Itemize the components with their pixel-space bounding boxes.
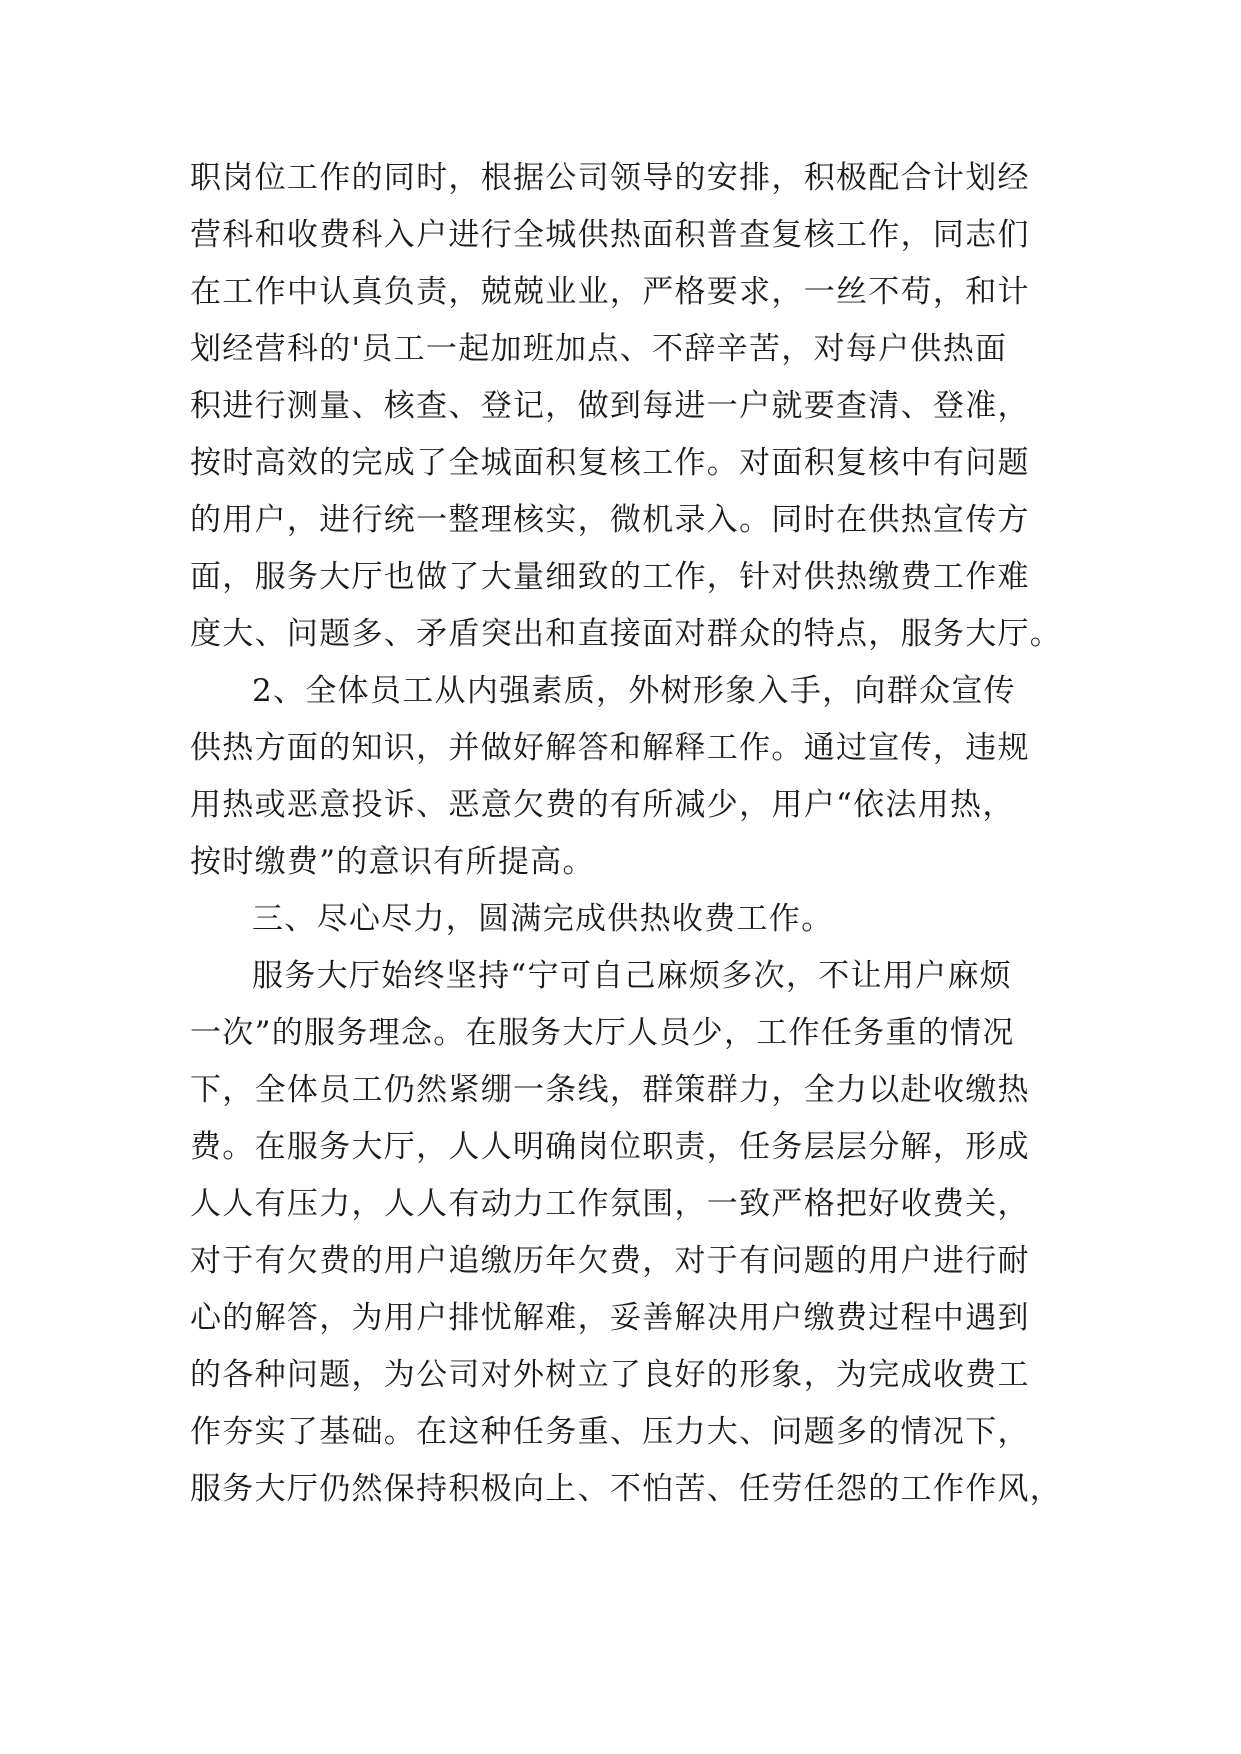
- text-line: 供热方面的知识，并做好解答和解释工作。通过宣传，违规: [190, 730, 1030, 766]
- text-line: 按时高效的完成了全城面积复核工作。对面积复核中有问题: [190, 445, 1030, 481]
- text-line: 职岗位工作的同时，根据公司领导的安排，积极配合计划经: [190, 160, 1030, 196]
- text-line: 面，服务大厅也做了大量细致的工作，针对供热缴费工作难: [190, 559, 1030, 595]
- paragraph-start-line: 2、全体员工从内强素质，外树形象入手，向群众宣传: [252, 673, 1016, 709]
- text-line: 费。在服务大厅，人人明确岗位职责，任务层层分解，形成: [190, 1129, 1030, 1165]
- section-heading: 三、尽心尽力，圆满完成供热收费工作。: [252, 901, 834, 937]
- text-line: 的用户，进行统一整理核实，微机录入。同时在供热宣传方: [190, 502, 1030, 538]
- paragraph-start-line: 服务大厅始终坚持“宁可自己麻烦多次，不让用户麻烦: [252, 958, 1013, 994]
- text-line: 用热或恶意投诉、恶意欠费的有所减少，用户“依法用热，: [190, 787, 1015, 823]
- text-line: 心的解答，为用户排忧解难，妥善解决用户缴费过程中遇到: [190, 1300, 1030, 1336]
- text-line: 积进行测量、核查、登记，做到每进一户就要查清、登准，: [190, 388, 1030, 424]
- text-line: 按时缴费”的意识有所提高。: [190, 844, 595, 880]
- text-line: 的各种问题，为公司对外树立了良好的形象，为完成收费工: [190, 1357, 1030, 1393]
- text-line: 服务大厅仍然保持积极向上、不怕苦、任劳任怨的工作作风，: [190, 1471, 1063, 1507]
- text-line: 在工作中认真负责，兢兢业业，严格要求，一丝不苟，和计: [190, 274, 1030, 310]
- text-line: 度大、问题多、矛盾突出和直接面对群众的特点，服务大厅。: [190, 616, 1063, 652]
- text-line: 下，全体员工仍然紧绷一条线，群策群力，全力以赴收缴热: [190, 1072, 1030, 1108]
- text-line: 一次”的服务理念。在服务大厅人员少，工作任务重的情况: [190, 1015, 1015, 1051]
- text-line: 划经营科的'员工一起加班加点、不辞辛苦，对每户供热面: [190, 331, 1008, 367]
- text-line: 作夯实了基础。在这种任务重、压力大、问题多的情况下，: [190, 1414, 1030, 1450]
- text-line: 对于有欠费的用户追缴历年欠费，对于有问题的用户进行耐: [190, 1243, 1030, 1279]
- text-line: 营科和收费科入户进行全城供热面积普查复核工作，同志们: [190, 217, 1030, 253]
- text-line: 人人有压力，人人有动力工作氛围，一致严格把好收费关，: [190, 1186, 1030, 1222]
